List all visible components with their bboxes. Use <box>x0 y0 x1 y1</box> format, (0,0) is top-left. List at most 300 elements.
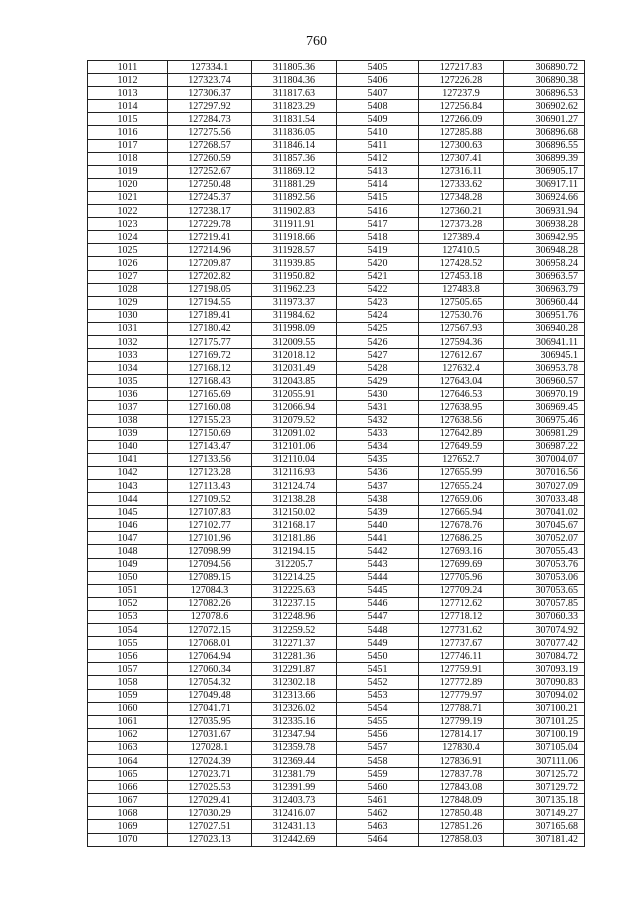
y-coordinate-a-cell: 312079.52 <box>252 414 337 427</box>
point-number-b-cell: 5461 <box>337 794 419 807</box>
table-row <box>88 401 585 414</box>
point-number-b-cell: 5452 <box>337 676 419 689</box>
y-coordinate-a-cell: 312043.85 <box>252 375 337 388</box>
y-coordinate-a-cell: 311911.91 <box>252 218 337 231</box>
y-coordinate-a-cell: 311902.83 <box>252 205 337 218</box>
table-row <box>88 558 585 571</box>
x-coordinate-b-cell: 127316.11 <box>419 165 504 178</box>
y-coordinate-b-cell: 306899.39 <box>504 152 585 165</box>
table-row <box>88 126 585 139</box>
point-number-a-cell: 1067 <box>88 794 168 807</box>
y-coordinate-a-cell: 311846.14 <box>252 139 337 152</box>
point-number-b-cell: 5436 <box>337 466 419 479</box>
y-coordinate-a-cell: 312403.73 <box>252 794 337 807</box>
table-row <box>88 453 585 466</box>
x-coordinate-a-cell: 127165.69 <box>168 388 252 401</box>
point-number-b-cell: 5411 <box>337 139 419 152</box>
x-coordinate-a-cell: 127160.08 <box>168 401 252 414</box>
table-row <box>88 349 585 362</box>
x-coordinate-b-cell: 127731.62 <box>419 624 504 637</box>
x-coordinate-b-cell: 127410.5 <box>419 244 504 257</box>
x-coordinate-a-cell: 127089.15 <box>168 571 252 584</box>
x-coordinate-a-cell: 127024.39 <box>168 754 252 767</box>
table-row <box>88 519 585 532</box>
point-number-b-cell: 5453 <box>337 689 419 702</box>
x-coordinate-a-cell: 127072.15 <box>168 624 252 637</box>
table-row <box>88 663 585 676</box>
y-coordinate-b-cell: 307149.27 <box>504 807 585 820</box>
x-coordinate-a-cell: 127175.77 <box>168 335 252 348</box>
page-number: 760 <box>306 34 327 49</box>
point-number-a-cell: 1055 <box>88 637 168 650</box>
point-number-b-cell: 5443 <box>337 558 419 571</box>
point-number-a-cell: 1050 <box>88 571 168 584</box>
x-coordinate-b-cell: 127638.95 <box>419 401 504 414</box>
x-coordinate-b-cell: 127737.67 <box>419 637 504 650</box>
point-number-b-cell: 5419 <box>337 244 419 257</box>
x-coordinate-b-cell: 127360.21 <box>419 205 504 218</box>
y-coordinate-b-cell: 307101.25 <box>504 715 585 728</box>
table-row <box>88 335 585 348</box>
y-coordinate-a-cell: 312150.02 <box>252 506 337 519</box>
y-coordinate-a-cell: 311869.12 <box>252 165 337 178</box>
y-coordinate-a-cell: 311928.57 <box>252 244 337 257</box>
coordinates-table <box>87 60 585 847</box>
x-coordinate-b-cell: 127858.03 <box>419 833 504 846</box>
point-number-b-cell: 5435 <box>337 453 419 466</box>
y-coordinate-b-cell: 306987.22 <box>504 440 585 453</box>
x-coordinate-b-cell: 127307.41 <box>419 152 504 165</box>
table-row <box>88 754 585 767</box>
x-coordinate-b-cell: 127428.52 <box>419 257 504 270</box>
table-row <box>88 322 585 335</box>
y-coordinate-b-cell: 306960.44 <box>504 296 585 309</box>
x-coordinate-b-cell: 127567.93 <box>419 322 504 335</box>
y-coordinate-a-cell: 312116.93 <box>252 466 337 479</box>
x-coordinate-a-cell: 127214.96 <box>168 244 252 257</box>
point-number-b-cell: 5424 <box>337 309 419 322</box>
table-row <box>88 637 585 650</box>
point-number-a-cell: 1015 <box>88 113 168 126</box>
point-number-b-cell: 5441 <box>337 532 419 545</box>
x-coordinate-a-cell: 127054.32 <box>168 676 252 689</box>
x-coordinate-a-cell: 127123.28 <box>168 466 252 479</box>
point-number-a-cell: 1042 <box>88 466 168 479</box>
x-coordinate-b-cell: 127718.12 <box>419 610 504 623</box>
point-number-b-cell: 5412 <box>337 152 419 165</box>
y-coordinate-a-cell: 312055.91 <box>252 388 337 401</box>
table-row <box>88 296 585 309</box>
point-number-a-cell: 1044 <box>88 493 168 506</box>
y-coordinate-a-cell: 312302.18 <box>252 676 337 689</box>
y-coordinate-b-cell: 307027.09 <box>504 480 585 493</box>
table-row <box>88 597 585 610</box>
y-coordinate-b-cell: 307057.85 <box>504 597 585 610</box>
y-coordinate-b-cell: 307055.43 <box>504 545 585 558</box>
point-number-a-cell: 1022 <box>88 205 168 218</box>
point-number-a-cell: 1068 <box>88 807 168 820</box>
point-number-b-cell: 5458 <box>337 754 419 767</box>
y-coordinate-b-cell: 307016.56 <box>504 466 585 479</box>
y-coordinate-b-cell: 306938.28 <box>504 218 585 231</box>
point-number-a-cell: 1035 <box>88 375 168 388</box>
y-coordinate-b-cell: 307053.76 <box>504 558 585 571</box>
x-coordinate-a-cell: 127109.52 <box>168 493 252 506</box>
table-row <box>88 689 585 702</box>
x-coordinate-b-cell: 127649.59 <box>419 440 504 453</box>
y-coordinate-a-cell: 312369.44 <box>252 754 337 767</box>
x-coordinate-b-cell: 127678.76 <box>419 519 504 532</box>
y-coordinate-a-cell: 311831.54 <box>252 113 337 126</box>
point-number-b-cell: 5422 <box>337 283 419 296</box>
y-coordinate-a-cell: 311939.85 <box>252 257 337 270</box>
y-coordinate-b-cell: 307100.21 <box>504 702 585 715</box>
y-coordinate-a-cell: 312194.15 <box>252 545 337 558</box>
y-coordinate-b-cell: 307090.83 <box>504 676 585 689</box>
point-number-b-cell: 5457 <box>337 741 419 754</box>
point-number-b-cell: 5442 <box>337 545 419 558</box>
x-coordinate-a-cell: 127238.17 <box>168 205 252 218</box>
y-coordinate-a-cell: 312248.96 <box>252 610 337 623</box>
y-coordinate-a-cell: 312259.52 <box>252 624 337 637</box>
x-coordinate-a-cell: 127245.37 <box>168 191 252 204</box>
x-coordinate-b-cell: 127759.91 <box>419 663 504 676</box>
point-number-a-cell: 1030 <box>88 309 168 322</box>
x-coordinate-a-cell: 127202.82 <box>168 270 252 283</box>
y-coordinate-a-cell: 311984.62 <box>252 309 337 322</box>
y-coordinate-b-cell: 306901.27 <box>504 113 585 126</box>
point-number-b-cell: 5460 <box>337 781 419 794</box>
y-coordinate-a-cell: 311805.36 <box>252 61 337 74</box>
point-number-b-cell: 5459 <box>337 768 419 781</box>
table-row <box>88 506 585 519</box>
y-coordinate-b-cell: 307004.07 <box>504 453 585 466</box>
point-number-a-cell: 1059 <box>88 689 168 702</box>
table-row <box>88 61 585 74</box>
point-number-b-cell: 5432 <box>337 414 419 427</box>
point-number-a-cell: 1021 <box>88 191 168 204</box>
x-coordinate-a-cell: 127049.48 <box>168 689 252 702</box>
y-coordinate-b-cell: 306941.11 <box>504 335 585 348</box>
table-row <box>88 532 585 545</box>
x-coordinate-a-cell: 127101.96 <box>168 532 252 545</box>
y-coordinate-b-cell: 307100.19 <box>504 728 585 741</box>
y-coordinate-b-cell: 306917.11 <box>504 178 585 191</box>
x-coordinate-a-cell: 127041.71 <box>168 702 252 715</box>
y-coordinate-b-cell: 306890.72 <box>504 61 585 74</box>
point-number-b-cell: 5462 <box>337 807 419 820</box>
point-number-a-cell: 1025 <box>88 244 168 257</box>
x-coordinate-b-cell: 127348.28 <box>419 191 504 204</box>
point-number-b-cell: 5407 <box>337 87 419 100</box>
y-coordinate-b-cell: 307045.67 <box>504 519 585 532</box>
point-number-b-cell: 5447 <box>337 610 419 623</box>
table-row <box>88 191 585 204</box>
y-coordinate-a-cell: 311918.66 <box>252 231 337 244</box>
y-coordinate-b-cell: 306896.68 <box>504 126 585 139</box>
y-coordinate-b-cell: 306970.19 <box>504 388 585 401</box>
table-row <box>88 571 585 584</box>
point-number-b-cell: 5440 <box>337 519 419 532</box>
y-coordinate-a-cell: 311823.29 <box>252 100 337 113</box>
point-number-a-cell: 1011 <box>88 61 168 74</box>
x-coordinate-b-cell: 127300.63 <box>419 139 504 152</box>
y-coordinate-a-cell: 312431.13 <box>252 820 337 833</box>
x-coordinate-b-cell: 127389.4 <box>419 231 504 244</box>
point-number-b-cell: 5426 <box>337 335 419 348</box>
y-coordinate-a-cell: 312391.99 <box>252 781 337 794</box>
x-coordinate-b-cell: 127659.06 <box>419 493 504 506</box>
x-coordinate-a-cell: 127229.78 <box>168 218 252 231</box>
point-number-b-cell: 5417 <box>337 218 419 231</box>
table-row <box>88 676 585 689</box>
x-coordinate-a-cell: 127252.67 <box>168 165 252 178</box>
table-row <box>88 87 585 100</box>
point-number-b-cell: 5431 <box>337 401 419 414</box>
table-row <box>88 545 585 558</box>
point-number-a-cell: 1054 <box>88 624 168 637</box>
point-number-a-cell: 1033 <box>88 349 168 362</box>
point-number-b-cell: 5451 <box>337 663 419 676</box>
point-number-b-cell: 5449 <box>337 637 419 650</box>
table-row <box>88 375 585 388</box>
point-number-a-cell: 1048 <box>88 545 168 558</box>
x-coordinate-a-cell: 127194.55 <box>168 296 252 309</box>
table-row <box>88 715 585 728</box>
y-coordinate-a-cell: 312018.12 <box>252 349 337 362</box>
point-number-a-cell: 1026 <box>88 257 168 270</box>
x-coordinate-a-cell: 127275.56 <box>168 126 252 139</box>
table-row <box>88 728 585 741</box>
x-coordinate-b-cell: 127612.67 <box>419 349 504 362</box>
point-number-a-cell: 1023 <box>88 218 168 231</box>
point-number-a-cell: 1041 <box>88 453 168 466</box>
table-row <box>88 781 585 794</box>
y-coordinate-a-cell: 311857.36 <box>252 152 337 165</box>
y-coordinate-b-cell: 306945.1 <box>504 349 585 362</box>
point-number-a-cell: 1014 <box>88 100 168 113</box>
table-row <box>88 74 585 87</box>
y-coordinate-a-cell: 312335.16 <box>252 715 337 728</box>
y-coordinate-b-cell: 307084.72 <box>504 650 585 663</box>
y-coordinate-a-cell: 312066.94 <box>252 401 337 414</box>
table-row <box>88 283 585 296</box>
point-number-b-cell: 5418 <box>337 231 419 244</box>
y-coordinate-b-cell: 307033.48 <box>504 493 585 506</box>
y-coordinate-a-cell: 312416.07 <box>252 807 337 820</box>
x-coordinate-b-cell: 127646.53 <box>419 388 504 401</box>
y-coordinate-a-cell: 311998.09 <box>252 322 337 335</box>
point-number-a-cell: 1058 <box>88 676 168 689</box>
x-coordinate-b-cell: 127453.18 <box>419 270 504 283</box>
x-coordinate-a-cell: 127297.92 <box>168 100 252 113</box>
point-number-a-cell: 1063 <box>88 741 168 754</box>
x-coordinate-a-cell: 127168.12 <box>168 362 252 375</box>
point-number-a-cell: 1070 <box>88 833 168 846</box>
x-coordinate-a-cell: 127189.41 <box>168 309 252 322</box>
point-number-b-cell: 5406 <box>337 74 419 87</box>
point-number-b-cell: 5444 <box>337 571 419 584</box>
y-coordinate-b-cell: 307165.68 <box>504 820 585 833</box>
x-coordinate-a-cell: 127168.43 <box>168 375 252 388</box>
y-coordinate-a-cell: 312281.36 <box>252 650 337 663</box>
y-coordinate-a-cell: 312271.37 <box>252 637 337 650</box>
point-number-a-cell: 1066 <box>88 781 168 794</box>
point-number-b-cell: 5446 <box>337 597 419 610</box>
point-number-a-cell: 1016 <box>88 126 168 139</box>
y-coordinate-b-cell: 307053.65 <box>504 584 585 597</box>
point-number-a-cell: 1057 <box>88 663 168 676</box>
point-number-a-cell: 1027 <box>88 270 168 283</box>
x-coordinate-a-cell: 127284.73 <box>168 113 252 126</box>
y-coordinate-a-cell: 312381.79 <box>252 768 337 781</box>
point-number-b-cell: 5430 <box>337 388 419 401</box>
y-coordinate-b-cell: 306951.76 <box>504 309 585 322</box>
table-row <box>88 152 585 165</box>
table-row <box>88 414 585 427</box>
point-number-a-cell: 1031 <box>88 322 168 335</box>
x-coordinate-b-cell: 127237.9 <box>419 87 504 100</box>
point-number-a-cell: 1017 <box>88 139 168 152</box>
table-row <box>88 270 585 283</box>
table-row <box>88 257 585 270</box>
point-number-a-cell: 1032 <box>88 335 168 348</box>
point-number-a-cell: 1062 <box>88 728 168 741</box>
x-coordinate-a-cell: 127031.67 <box>168 728 252 741</box>
y-coordinate-b-cell: 307060.33 <box>504 610 585 623</box>
y-coordinate-b-cell: 306896.55 <box>504 139 585 152</box>
x-coordinate-a-cell: 127323.74 <box>168 74 252 87</box>
point-number-b-cell: 5456 <box>337 728 419 741</box>
y-coordinate-a-cell: 311836.05 <box>252 126 337 139</box>
x-coordinate-a-cell: 127250.48 <box>168 178 252 191</box>
y-coordinate-b-cell: 307129.72 <box>504 781 585 794</box>
x-coordinate-b-cell: 127851.26 <box>419 820 504 833</box>
y-coordinate-a-cell: 312101.06 <box>252 440 337 453</box>
x-coordinate-a-cell: 127025.53 <box>168 781 252 794</box>
point-number-a-cell: 1043 <box>88 480 168 493</box>
point-number-a-cell: 1038 <box>88 414 168 427</box>
point-number-a-cell: 1036 <box>88 388 168 401</box>
y-coordinate-a-cell: 312031.49 <box>252 362 337 375</box>
x-coordinate-b-cell: 127594.36 <box>419 335 504 348</box>
x-coordinate-a-cell: 127023.71 <box>168 768 252 781</box>
table-row <box>88 584 585 597</box>
table-row <box>88 493 585 506</box>
x-coordinate-a-cell: 127219.41 <box>168 231 252 244</box>
x-coordinate-a-cell: 127027.51 <box>168 820 252 833</box>
y-coordinate-b-cell: 307125.72 <box>504 768 585 781</box>
table-row <box>88 741 585 754</box>
table-row <box>88 466 585 479</box>
x-coordinate-b-cell: 127746.11 <box>419 650 504 663</box>
point-number-a-cell: 1052 <box>88 597 168 610</box>
y-coordinate-a-cell: 312091.02 <box>252 427 337 440</box>
x-coordinate-b-cell: 127285.88 <box>419 126 504 139</box>
table-row <box>88 624 585 637</box>
y-coordinate-a-cell: 312205.7 <box>252 558 337 571</box>
y-coordinate-b-cell: 306905.17 <box>504 165 585 178</box>
y-coordinate-a-cell: 312009.55 <box>252 335 337 348</box>
table-row <box>88 702 585 715</box>
x-coordinate-a-cell: 127334.1 <box>168 61 252 74</box>
coordinates-table-body <box>88 61 585 847</box>
table-row <box>88 794 585 807</box>
point-number-b-cell: 5409 <box>337 113 419 126</box>
y-coordinate-a-cell: 312110.04 <box>252 453 337 466</box>
x-coordinate-a-cell: 127180.42 <box>168 322 252 335</box>
point-number-a-cell: 1029 <box>88 296 168 309</box>
point-number-b-cell: 5434 <box>337 440 419 453</box>
y-coordinate-b-cell: 306981.29 <box>504 427 585 440</box>
y-coordinate-a-cell: 312138.28 <box>252 493 337 506</box>
x-coordinate-a-cell: 127107.83 <box>168 506 252 519</box>
x-coordinate-a-cell: 127030.29 <box>168 807 252 820</box>
table-row <box>88 362 585 375</box>
point-number-b-cell: 5454 <box>337 702 419 715</box>
table-row <box>88 231 585 244</box>
x-coordinate-a-cell: 127060.34 <box>168 663 252 676</box>
point-number-b-cell: 5410 <box>337 126 419 139</box>
x-coordinate-b-cell: 127266.09 <box>419 113 504 126</box>
y-coordinate-b-cell: 307093.19 <box>504 663 585 676</box>
table-row <box>88 205 585 218</box>
y-coordinate-b-cell: 306958.24 <box>504 257 585 270</box>
point-number-b-cell: 5416 <box>337 205 419 218</box>
point-number-b-cell: 5423 <box>337 296 419 309</box>
x-coordinate-a-cell: 127113.43 <box>168 480 252 493</box>
y-coordinate-b-cell: 307181.42 <box>504 833 585 846</box>
point-number-a-cell: 1053 <box>88 610 168 623</box>
point-number-a-cell: 1037 <box>88 401 168 414</box>
y-coordinate-a-cell: 311817.63 <box>252 87 337 100</box>
y-coordinate-b-cell: 307053.06 <box>504 571 585 584</box>
table-row <box>88 427 585 440</box>
y-coordinate-a-cell: 312225.63 <box>252 584 337 597</box>
x-coordinate-b-cell: 127256.84 <box>419 100 504 113</box>
table-row <box>88 820 585 833</box>
point-number-b-cell: 5413 <box>337 165 419 178</box>
table-row <box>88 833 585 846</box>
x-coordinate-a-cell: 127260.59 <box>168 152 252 165</box>
x-coordinate-b-cell: 127850.48 <box>419 807 504 820</box>
point-number-a-cell: 1047 <box>88 532 168 545</box>
x-coordinate-b-cell: 127652.7 <box>419 453 504 466</box>
x-coordinate-a-cell: 127094.56 <box>168 558 252 571</box>
table-row <box>88 178 585 191</box>
x-coordinate-b-cell: 127505.65 <box>419 296 504 309</box>
y-coordinate-a-cell: 312168.17 <box>252 519 337 532</box>
x-coordinate-a-cell: 127198.05 <box>168 283 252 296</box>
x-coordinate-b-cell: 127333.62 <box>419 178 504 191</box>
x-coordinate-b-cell: 127705.96 <box>419 571 504 584</box>
x-coordinate-a-cell: 127082.26 <box>168 597 252 610</box>
point-number-a-cell: 1069 <box>88 820 168 833</box>
y-coordinate-b-cell: 307041.02 <box>504 506 585 519</box>
y-coordinate-a-cell: 311973.37 <box>252 296 337 309</box>
table-row <box>88 113 585 126</box>
y-coordinate-a-cell: 311804.36 <box>252 74 337 87</box>
y-coordinate-b-cell: 307135.18 <box>504 794 585 807</box>
x-coordinate-b-cell: 127779.97 <box>419 689 504 702</box>
x-coordinate-a-cell: 127098.99 <box>168 545 252 558</box>
y-coordinate-b-cell: 306969.45 <box>504 401 585 414</box>
y-coordinate-b-cell: 306924.66 <box>504 191 585 204</box>
y-coordinate-a-cell: 312347.94 <box>252 728 337 741</box>
y-coordinate-b-cell: 307074.92 <box>504 624 585 637</box>
point-number-b-cell: 5448 <box>337 624 419 637</box>
point-number-b-cell: 5450 <box>337 650 419 663</box>
